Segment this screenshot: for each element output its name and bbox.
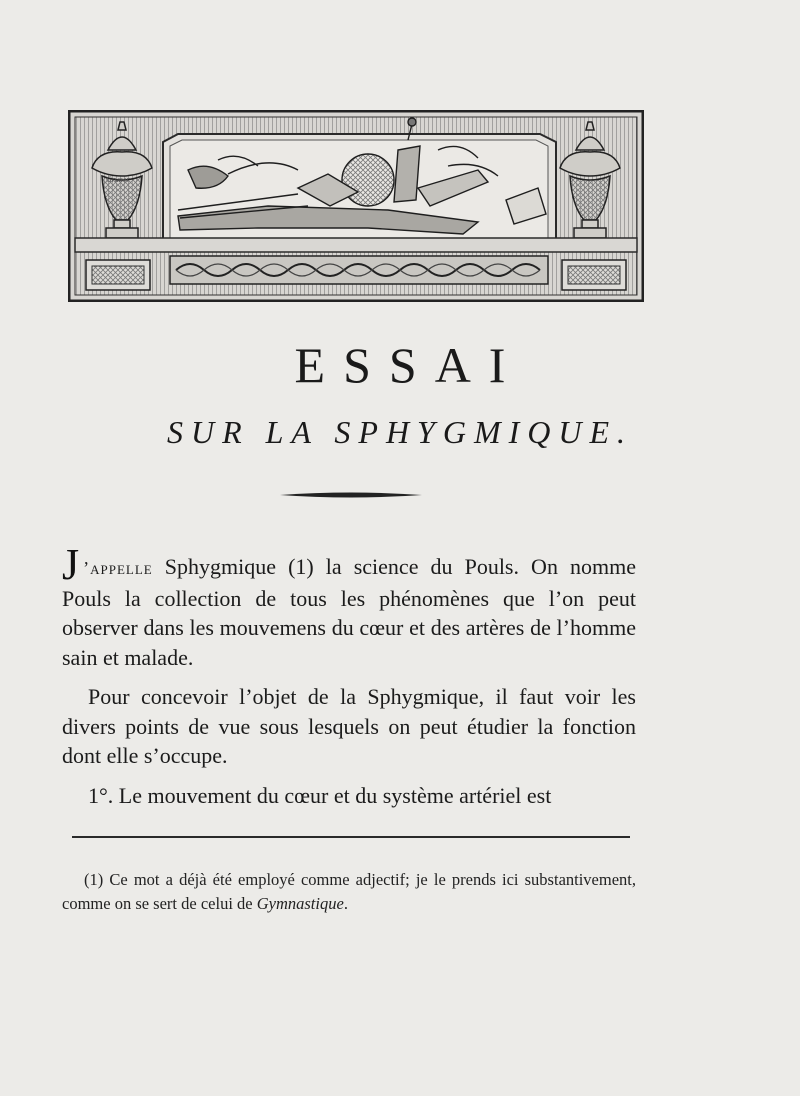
- footnote-text: Ce mot a déjà été employé comme adjectif; je le prends ici substantivement, comme on se sert de celui de: [62, 870, 636, 913]
- paragraph-1: [62, 540, 636, 672]
- footnote-italic-word: Gymnastique: [256, 894, 344, 913]
- paragraph-3: 1°. Le mouvement du cœur et du système artériel est: [88, 782, 552, 808]
- body-text: [62, 540, 636, 810]
- ornamental-rule: [280, 490, 422, 500]
- footnote-mark: (1): [84, 870, 104, 889]
- lead-small-caps: ’appelle: [83, 558, 153, 578]
- engraver-signature: Gruner: [106, 175, 130, 184]
- footnote: [62, 868, 636, 916]
- paragraph-1-text: Sphygmique (1) la science du Pouls. On nomme Pouls la collection de tous les phénomènes que l’on peut observer dans les mouvemens du cœur et des artères de l’homme sain et malade.: [62, 554, 636, 670]
- engraved-headpiece-icon: [68, 110, 644, 302]
- footnote-rule: [72, 836, 630, 838]
- footnote-text-end: .: [343, 894, 348, 913]
- paragraph-2: Pour concevoir l’objet de la Sphygmique, il faut voir les divers points de vue sous lesquels on peut étudier la fonction dont elle s’occupe.: [62, 684, 636, 768]
- drop-cap: J: [62, 540, 80, 589]
- page-subtitle: SUR LA SPHYGMIQUE.: [166, 414, 634, 450]
- page-title: ESSAI: [294, 337, 524, 393]
- engraved-headpiece: [68, 110, 644, 302]
